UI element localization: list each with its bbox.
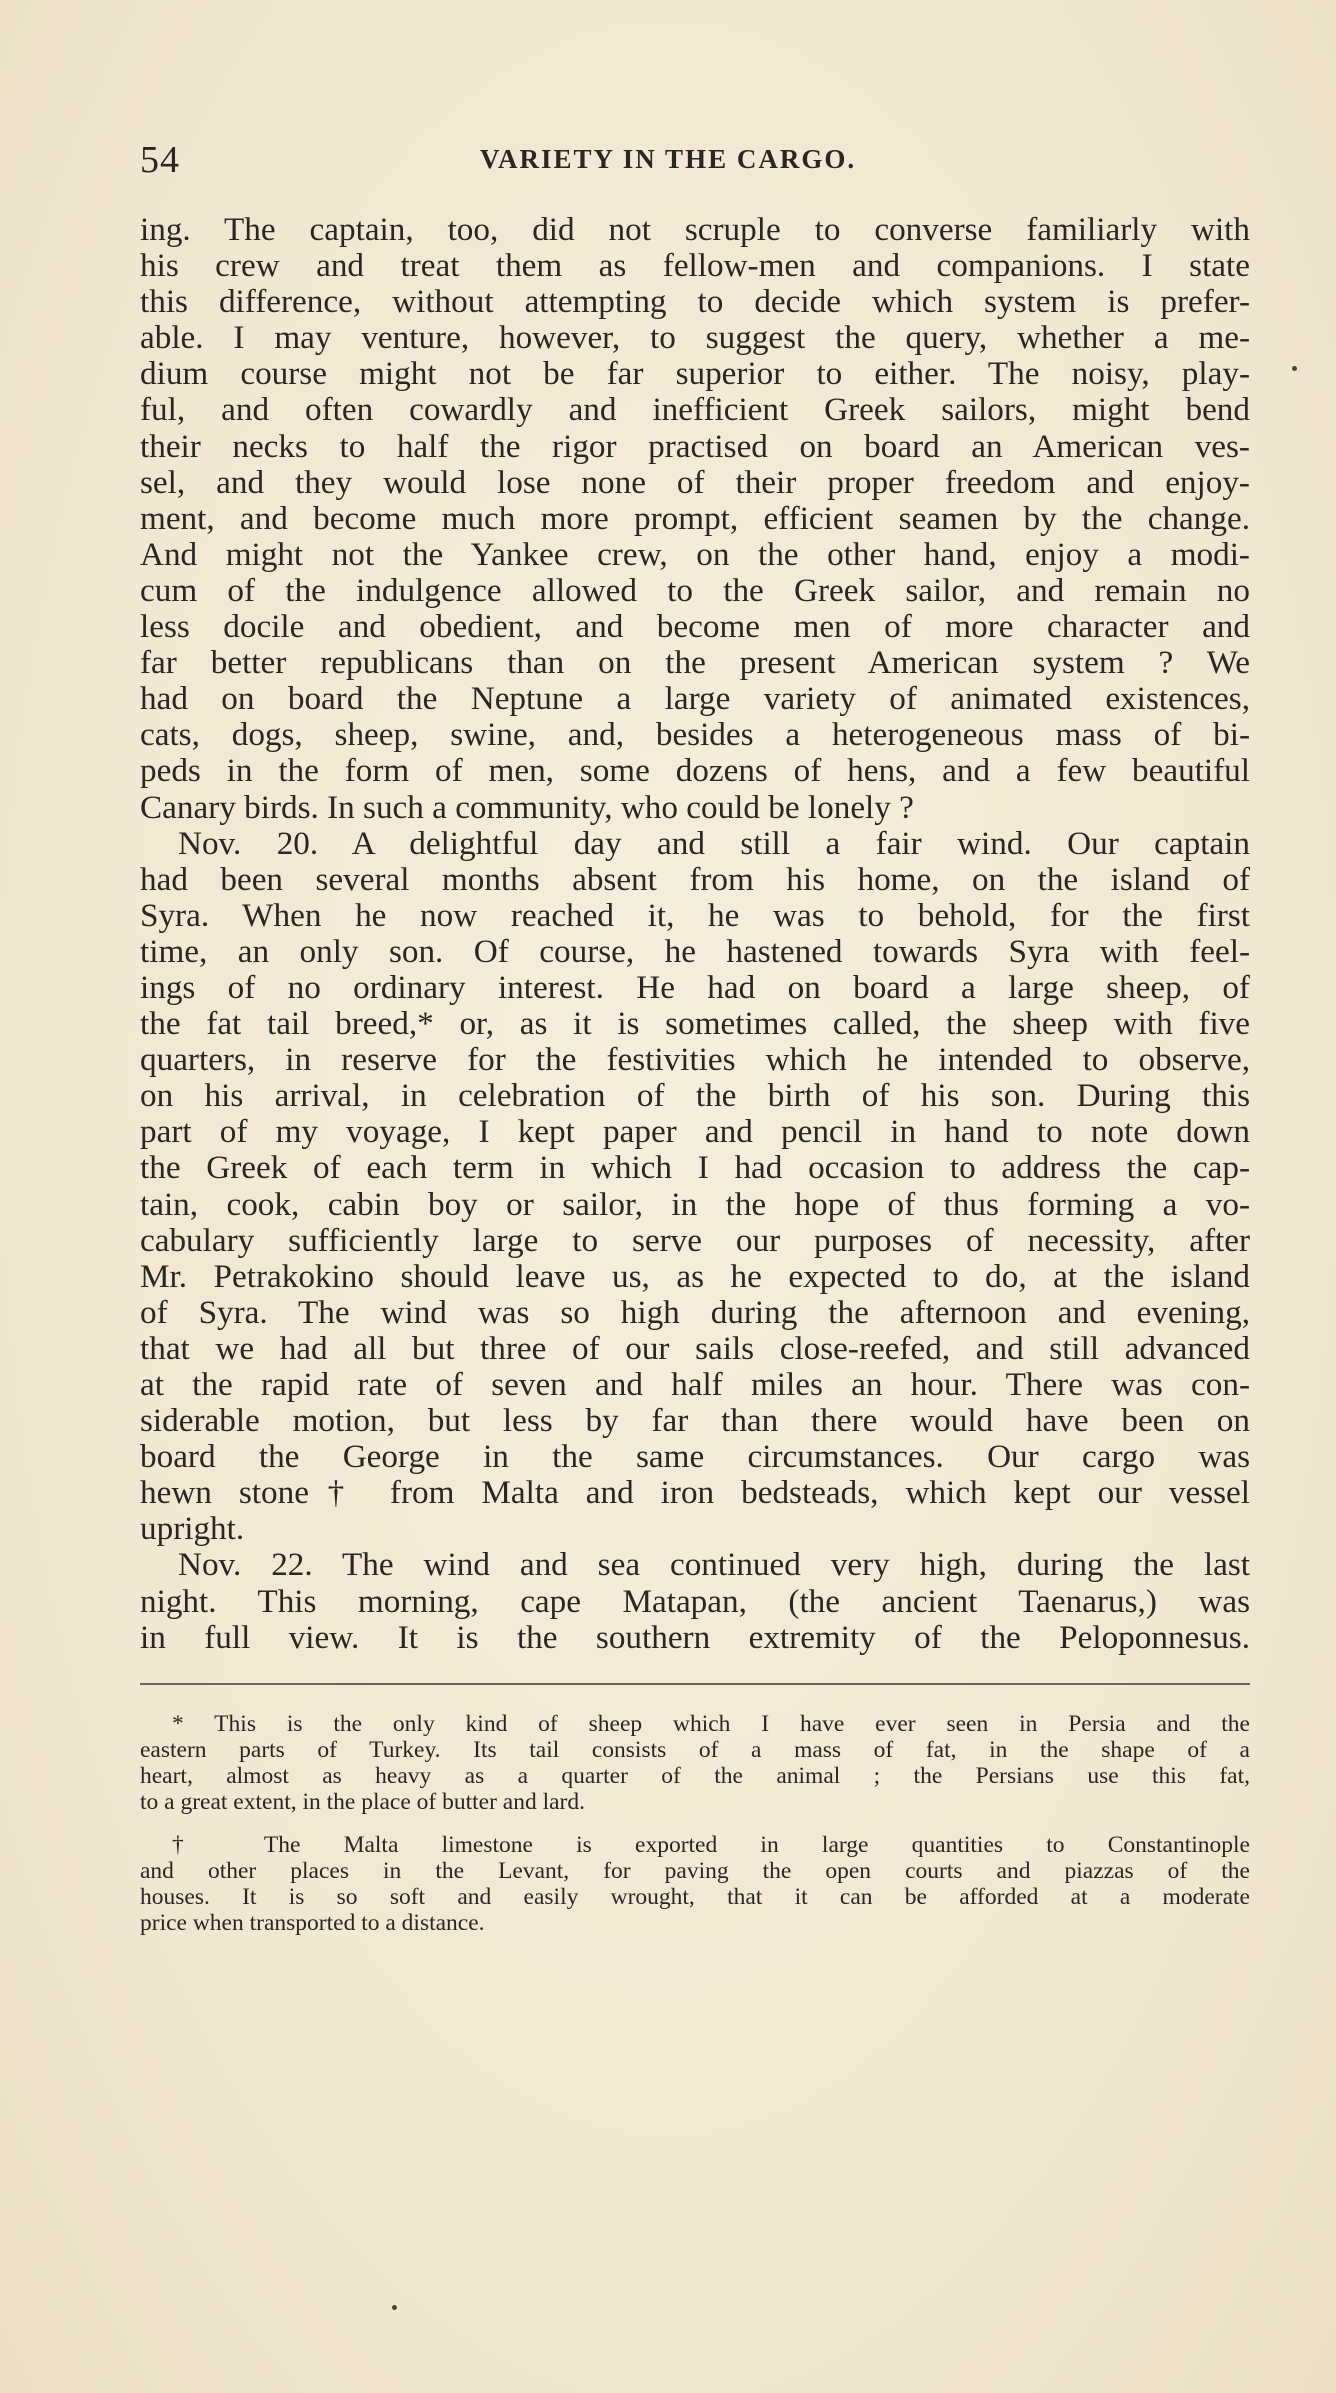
running-title: VARIETY IN THE CARGO. xyxy=(480,144,857,174)
text-line: tain, cook, cabin boy or sailor, in the hope of thus forming a vo- xyxy=(140,1185,1250,1223)
text-line: of Syra. The wind was so high during the afternoon and evening, xyxy=(140,1293,1250,1331)
text-line: ful, and often cowardly and inefficient Greek sailors, might bend xyxy=(140,391,1250,429)
body-text xyxy=(140,212,1250,1656)
footnote-line: heart, almost as heavy as a quarter of the animal ; the Persians use this fat, xyxy=(140,1763,1250,1789)
ink-speck xyxy=(392,2305,397,2310)
footnote-dagger xyxy=(140,1832,1250,1936)
text-line: this difference, without attempting to decide which system is prefer- xyxy=(140,283,1250,321)
text-line: upright. xyxy=(140,1510,245,1548)
text-line: time, an only son. Of course, he hastened towards Syra with feel- xyxy=(140,932,1250,970)
text-line: his crew and treat them as fellow-men and companions. I state xyxy=(140,247,1250,285)
text-line: had been several months absent from his home, on the island of xyxy=(140,860,1250,898)
text-line: cum of the indulgence allowed to the Greek sailor, and remain no xyxy=(140,571,1250,609)
text-line: ment, and become much more prompt, efficient seamen by the change. xyxy=(140,499,1250,537)
text-line: able. I may venture, however, to suggest the query, whether a me- xyxy=(140,319,1250,357)
page-number: 54 xyxy=(140,139,180,181)
text-line: ing. The captain, too, did not scruple to converse familiarly with xyxy=(140,211,1250,248)
footnote-line: and other places in the Levant, for paving the open courts and piazzas of the xyxy=(140,1858,1250,1884)
footnote-line: houses. It is so soft and easily wrought, that it can be afforded at a moderate xyxy=(140,1884,1250,1910)
text-line: siderable motion, but less by far than there would have been on xyxy=(140,1402,1250,1440)
text-line: had on board the Neptune a large variety of animated existences, xyxy=(140,680,1250,718)
footnote-line: eastern parts of Turkey. Its tail consists of a mass of fat, in the shape of a xyxy=(140,1737,1250,1763)
footnote-line: to a great extent, in the place of butter and lard. xyxy=(140,1789,586,1815)
text-line: that we had all but three of our sails close-reefed, and still advanced xyxy=(140,1329,1250,1367)
footnotes xyxy=(140,1711,1250,1953)
text-line: Nov. 20. A delightful day and still a fair wind. Our captain xyxy=(178,824,1250,862)
footnote-line: price when transported to a distance. xyxy=(140,1910,485,1936)
footnote-line: † The Malta limestone is exported in large quantities to Constantinople xyxy=(172,1832,1250,1858)
text-line: cats, dogs, sheep, swine, and, besides a heterogeneous mass of bi- xyxy=(140,716,1250,754)
text-line: on his arrival, in celebration of the birth of his son. During this xyxy=(140,1077,1250,1115)
footnote-rule xyxy=(140,1683,1250,1685)
footnote-asterisk xyxy=(140,1711,1250,1815)
text-line: far better republicans than on the present American system ? We xyxy=(140,644,1250,682)
text-line: sel, and they would lose none of their proper freedom and enjoy- xyxy=(140,463,1250,501)
text-line: at the rapid rate of seven and half miles an hour. There was con- xyxy=(140,1366,1250,1403)
text-line: board the George in the same circumstances. Our cargo was xyxy=(140,1438,1250,1476)
text-line: Syra. When he now reached it, he was to behold, for the first xyxy=(140,896,1250,934)
text-line: Nov. 22. The wind and sea continued very high, during the last xyxy=(178,1546,1250,1584)
page-header xyxy=(140,138,1250,188)
text-line: peds in the form of men, some dozens of hens, and a few beautiful xyxy=(140,752,1250,790)
text-line: less docile and obedient, and become men of more character and xyxy=(140,608,1250,646)
text-line: And might not the Yankee crew, on the other hand, enjoy a modi- xyxy=(140,535,1250,573)
footnote-line: * This is the only kind of sheep which I have ever seen in Persia and the xyxy=(172,1711,1250,1737)
text-line: ings of no ordinary interest. He had on board a large sheep, of xyxy=(140,968,1250,1006)
text-line: dium course might not be far superior to either. The noisy, play- xyxy=(140,355,1250,393)
text-line: Canary birds. In such a community, who could be lonely ? xyxy=(140,788,914,826)
text-line: quarters, in reserve for the festivities which he intended to observe, xyxy=(140,1041,1250,1079)
ink-speck xyxy=(1292,366,1297,371)
text-line: Mr. Petrakokino should leave us, as he expected to do, at the island xyxy=(140,1257,1250,1295)
text-line: in full view. It is the southern extremity of the Peloponnesus. xyxy=(140,1618,1250,1656)
text-line: the fat tail breed,* or, as it is sometimes called, the sheep with five xyxy=(140,1005,1250,1043)
text-line: their necks to half the rigor practised on board an American ves- xyxy=(140,427,1250,465)
text-line: part of my voyage, I kept paper and pencil in hand to note down xyxy=(140,1113,1250,1151)
text-line: cabulary sufficiently large to serve our purposes of necessity, after xyxy=(140,1221,1250,1259)
text-line: the Greek of each term in which I had occasion to address the cap- xyxy=(140,1149,1250,1187)
text-line: hewn stone† from Malta and iron bedsteads, which kept our vessel xyxy=(140,1474,1250,1512)
text-line: night. This morning, cape Matapan, (the ancient Taenarus,) was xyxy=(140,1582,1250,1620)
